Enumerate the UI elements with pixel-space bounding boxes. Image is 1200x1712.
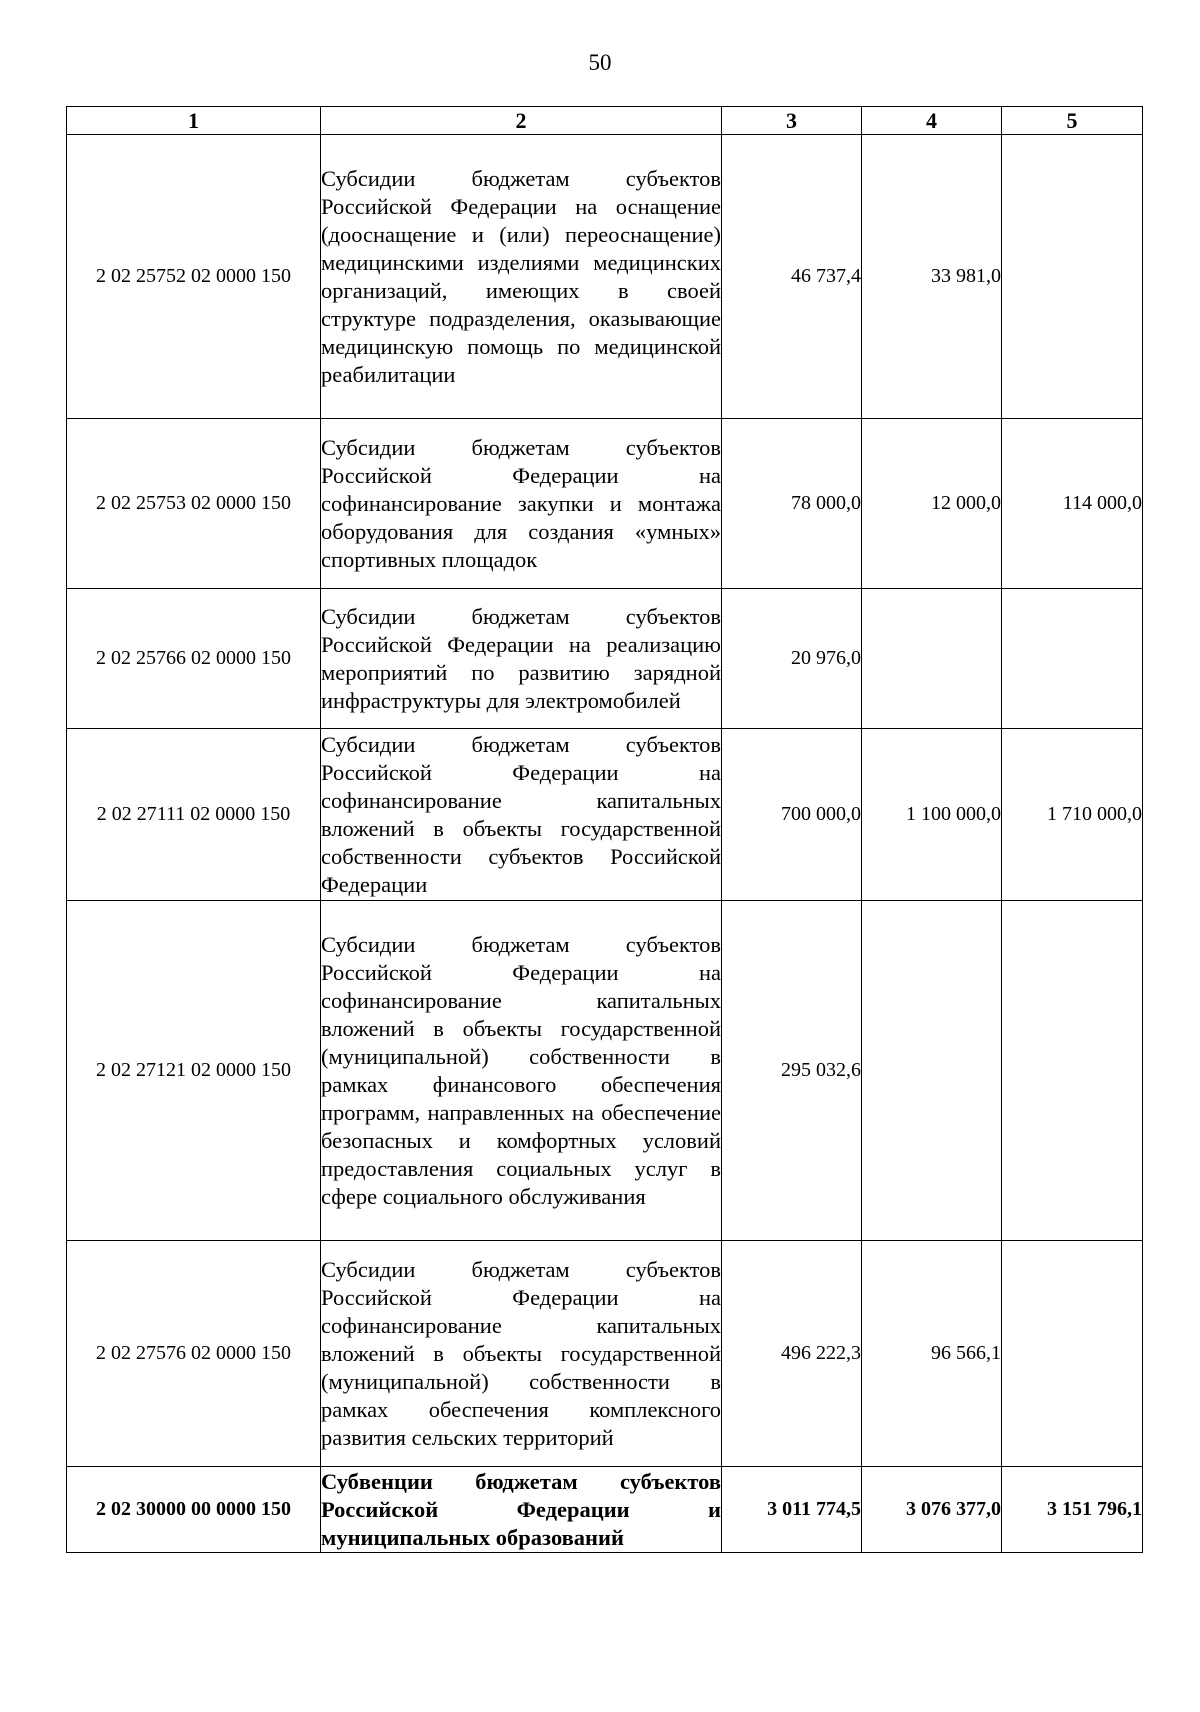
column-header-3: 3 [722, 107, 862, 135]
row-name: Субсидии бюджетам субъектов Российской Федерации на софинансирование капитальных вложений в объекты государственной собственности субъектов Российской Федерации [321, 729, 722, 901]
row-value-col4: 1 100 000,0 [862, 729, 1002, 901]
table-row [67, 1241, 1143, 1467]
row-value-col3: 46 737,4 [722, 135, 862, 419]
row-value-col3: 496 222,3 [722, 1241, 862, 1467]
row-code: 2 02 27576 02 0000 150 [67, 1241, 321, 1467]
row-value-col4: 33 981,0 [862, 135, 1002, 419]
row-code: 2 02 25753 02 0000 150 [67, 419, 321, 589]
row-value-col3: 295 032,6 [722, 901, 862, 1241]
row-value-col5: 3 151 796,1 [1002, 1467, 1143, 1553]
row-value-col4: 96 566,1 [862, 1241, 1002, 1467]
table-row [67, 729, 1143, 901]
row-name: Субсидии бюджетам субъектов Российской Федерации на софинансирование капитальных вложений в объекты государственной (муниципальной) собственности в рамках обеспечения комплексного развития сельских территорий [321, 1241, 722, 1467]
column-header-5: 5 [1002, 107, 1143, 135]
row-code: 2 02 27121 02 0000 150 [67, 901, 321, 1241]
row-value-col4 [862, 901, 1002, 1241]
table-header-row [67, 107, 1143, 135]
row-name: Субсидии бюджетам субъектов Российской Федерации на реализацию мероприятий по развитию зарядной инфраструктуры для электромобилей [321, 589, 722, 729]
row-value-col5: 1 710 000,0 [1002, 729, 1143, 901]
row-value-col3: 700 000,0 [722, 729, 862, 901]
row-code: 2 02 25766 02 0000 150 [67, 589, 321, 729]
row-code: 2 02 27111 02 0000 150 [67, 729, 321, 901]
column-header-4: 4 [862, 107, 1002, 135]
budget-table [66, 106, 1143, 1553]
row-name: Субсидии бюджетам субъектов Российской Федерации на софинансирование закупки и монтажа оборудования для создания «умных» спортивных площадок [321, 419, 722, 589]
table-row [67, 901, 1143, 1241]
row-code: 2 02 30000 00 0000 150 [67, 1467, 321, 1553]
row-value-col4: 3 076 377,0 [862, 1467, 1002, 1553]
row-value-col3: 3 011 774,5 [722, 1467, 862, 1553]
row-value-col5 [1002, 589, 1143, 729]
row-value-col5 [1002, 1241, 1143, 1467]
row-name: Субсидии бюджетам субъектов Российской Федерации на софинансирование капитальных вложений в объекты государственной (муниципальной) собственности в рамках финансового обеспечения программ, направленных на обеспечение безопасных и комфортных условий предоставления социальных услуг в сфере социального обслуживания [321, 901, 722, 1241]
row-name: Субвенции бюджетам субъектов Российской Федерации и муниципальных образований [321, 1467, 722, 1553]
table-row [67, 419, 1143, 589]
row-value-col3: 20 976,0 [722, 589, 862, 729]
row-value-col3: 78 000,0 [722, 419, 862, 589]
table-row [67, 135, 1143, 419]
table-row [67, 589, 1143, 729]
row-value-col5 [1002, 901, 1143, 1241]
row-value-col4 [862, 589, 1002, 729]
table-row-total [67, 1467, 1143, 1553]
row-code: 2 02 25752 02 0000 150 [67, 135, 321, 419]
row-value-col5 [1002, 135, 1143, 419]
row-value-col5: 114 000,0 [1002, 419, 1143, 589]
row-value-col4: 12 000,0 [862, 419, 1002, 589]
page-number: 50 [588, 50, 612, 75]
column-header-1: 1 [67, 107, 321, 135]
column-header-2: 2 [321, 107, 722, 135]
row-name: Субсидии бюджетам субъектов Российской Федерации на оснащение (дооснащение и (или) переоснащение) медицинскими изделиями медицинских организаций, имеющих в своей структуре подразделения, оказывающие медицинскую помощь по медицинской реабилитации [321, 135, 722, 419]
